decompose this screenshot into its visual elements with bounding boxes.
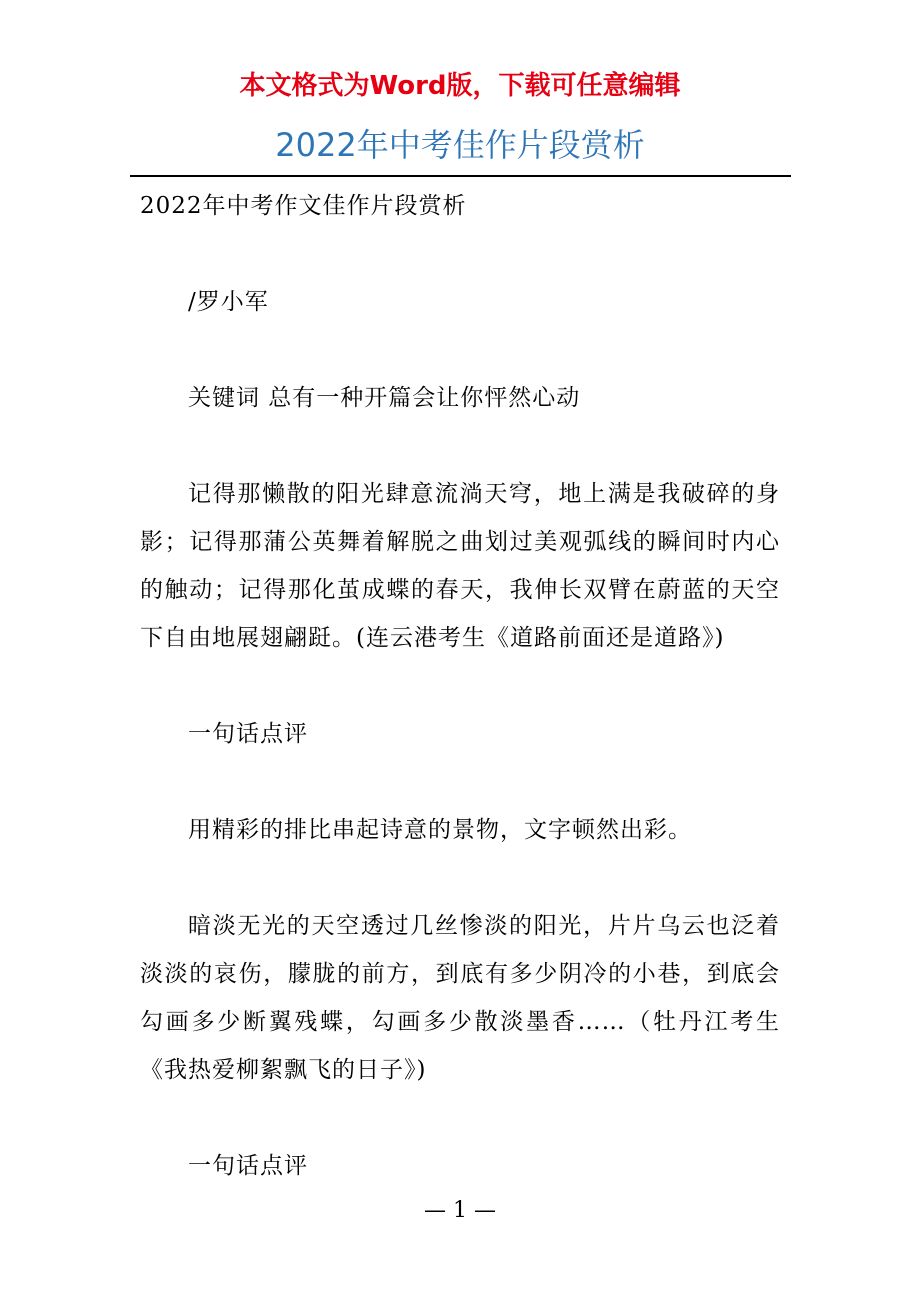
title-divider — [130, 175, 791, 177]
download-notice: 本文格式为Word版，下载可任意编辑 — [239, 71, 681, 101]
paragraph-comment-label-2: 一句话点评 — [188, 1153, 308, 1179]
paragraph-heading: 2022年中考作文佳作片段赏析 — [140, 193, 467, 219]
paragraph-excerpt-2: 暗淡无光的天空透过几丝惨淡的阳光，片片乌云也泛着淡淡的哀伤，朦胧的前方，到底有多少阴冷的小巷，到底会勾画多少断翼残蝶，勾画多少散淡墨香……（牡丹江考生《我热爱柳絮飘飞的日子》) — [140, 913, 780, 1083]
page-number: — 1 — — [424, 1198, 496, 1223]
paragraph-author: /罗小军 — [188, 289, 269, 315]
document-body — [140, 182, 780, 1190]
paragraph-comment-label-1: 一句话点评 — [188, 721, 308, 747]
paragraph-excerpt-1: 记得那懒散的阳光肆意流淌天穹，地上满是我破碎的身影；记得那蒲公英舞着解脱之曲划过美观弧线的瞬间时内心的触动；记得那化茧成蝶的春天，我伸长双臂在蔚蓝的天空下自由地展翅翩跹。(连云港考生《道路前面还是道路》) — [140, 481, 780, 651]
paragraph-keywords: 关键词 总有一种开篇会让你怦然心动 — [188, 385, 581, 411]
page-title: 2022年中考佳作片段赏析 — [275, 126, 645, 164]
paragraph-comment-1: 用精彩的排比串起诗意的景物，文字顿然出彩。 — [188, 817, 692, 843]
